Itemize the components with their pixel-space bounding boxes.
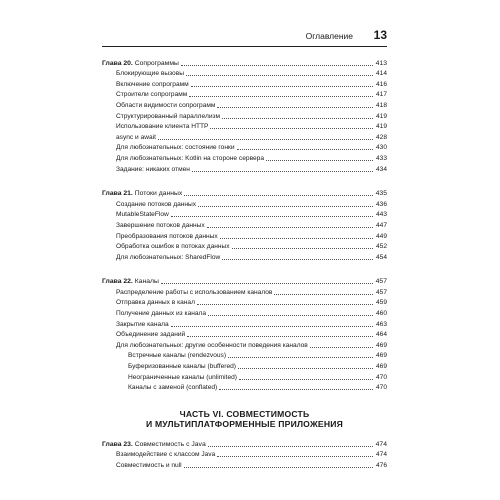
toc-entry-label: Обработка ошибок в потоках данных [116, 243, 230, 251]
toc-entry [102, 98, 387, 109]
part-heading-line: И МУЛЬТИПЛАТФОРМЕННЫЕ ПРИЛОЖЕНИЯ [145, 419, 344, 430]
dot-leader [191, 85, 373, 87]
toc-page-number: 436 [375, 200, 387, 208]
toc-page-number: 476 [375, 462, 387, 469]
toc-entry [102, 306, 387, 317]
toc-entry-label: Встречные каналы (rendezvous) [128, 352, 227, 360]
dot-leader [208, 445, 373, 447]
dot-leader [274, 293, 373, 295]
toc-entry [102, 338, 387, 349]
toc-entry [102, 370, 387, 381]
toc-entry [102, 328, 387, 339]
toc-entry [102, 359, 387, 370]
part-heading-line: ЧАСТЬ VI. СОВМЕСТИМОСТЬ [179, 409, 310, 420]
toc-page-number: 416 [375, 80, 387, 88]
chapter-title: Сопрограммы [134, 59, 179, 67]
toc-page-number: 469 [375, 352, 387, 360]
toc-entry-label: Завершение потоков данных [116, 221, 205, 229]
toc-entry-label: Закрытие канала [116, 320, 169, 328]
toc-page-number: 454 [375, 253, 387, 261]
toc-entry [102, 197, 387, 208]
dot-leader [187, 335, 373, 337]
toc-entry-label: Объединение заданий [116, 331, 186, 339]
toc-page-number: 470 [375, 384, 387, 392]
chapter-number: Глава 22. [102, 278, 133, 286]
dot-leader [228, 356, 373, 358]
toc-entry-label: Для любознательных: Kotlin на стороне сервера [116, 154, 264, 162]
toc-page-number: 419 [375, 112, 387, 120]
toc-entry-label: Создание потоков данных [116, 200, 197, 208]
toc-entry [102, 317, 387, 328]
dot-leader [220, 237, 373, 239]
dot-leader [210, 127, 373, 129]
toc-entry [102, 229, 387, 240]
dot-leader [217, 455, 373, 457]
toc-entry [102, 88, 387, 99]
toc-page-number: 474 [375, 451, 387, 459]
toc-chapter-group [102, 275, 387, 392]
toc-entry-label: Использование клиента HTTP [116, 123, 209, 131]
chapter-title: Потоки данных [134, 190, 183, 198]
dot-leader [222, 117, 373, 119]
dot-leader [232, 247, 373, 249]
toc-entry [102, 218, 387, 229]
toc-page-number: 428 [375, 133, 387, 141]
toc-entry-label: async и await [116, 133, 156, 141]
dot-leader [192, 170, 373, 172]
toc-page-number: 459 [375, 299, 387, 307]
toc-entry [102, 141, 387, 152]
toc-entry-label: Получение данных из канала [116, 310, 207, 318]
toc-entry [102, 448, 387, 459]
toc-entry [102, 208, 387, 219]
toc-entry [102, 67, 387, 78]
toc-chapter-group [102, 437, 387, 469]
toc-chapter-entry [102, 56, 387, 67]
dot-leader [266, 159, 373, 161]
toc-entry-label: Преобразования потоков данных [116, 232, 218, 240]
toc-entry-label: Строители сопрограмм [116, 91, 188, 99]
toc-entry-label: MutableStateFlow [116, 211, 169, 219]
toc-page-number: 435 [375, 190, 387, 198]
dot-leader [161, 282, 373, 284]
toc-entry [102, 381, 387, 392]
chapter-title: Совместимость с Java [134, 440, 206, 448]
toc-page-number: 464 [375, 331, 387, 339]
toc-chapter-group [102, 187, 387, 261]
page-number: 13 [373, 28, 387, 42]
toc-entry-label: Каналы с заменой (conflated) [128, 384, 218, 392]
toc-page-number: 430 [375, 144, 387, 152]
toc-entry [102, 120, 387, 131]
dot-leader [186, 74, 373, 76]
toc-entry-label: Включение сопрограмм [116, 80, 189, 88]
running-header [102, 30, 387, 47]
toc-entry [102, 151, 387, 162]
toc-page-number: 474 [375, 440, 387, 448]
dot-leader [184, 194, 373, 196]
toc-entry-label [102, 190, 182, 197]
toc-chapter-entry [102, 275, 387, 286]
dot-leader [222, 258, 373, 260]
toc-page-number: 452 [375, 243, 387, 251]
toc-page-number: 417 [375, 91, 387, 99]
toc-page-number: 418 [375, 101, 387, 109]
toc-page-number: 413 [375, 59, 387, 67]
toc-page-number: 470 [375, 373, 387, 381]
toc-chapter-entry [102, 187, 387, 198]
dot-leader [217, 106, 373, 108]
toc-entry-label: Совместимость и null [116, 462, 182, 469]
toc-page-number: 449 [375, 232, 387, 240]
dot-leader [184, 466, 373, 468]
toc-entry-label: Распределение работы с использованием каналов [116, 288, 273, 296]
toc-entry-label [102, 441, 206, 448]
toc-entry [102, 250, 387, 261]
toc-page-number: 433 [375, 154, 387, 162]
chapter-number: Глава 23. [102, 440, 133, 448]
toc-page-number: 414 [375, 70, 387, 78]
toc-entry-label: Для любознательных: состояние гонки [116, 144, 235, 152]
part-heading [102, 409, 387, 429]
chapter-title: Каналы [134, 278, 159, 286]
dot-leader [237, 148, 373, 150]
dot-leader [171, 215, 373, 217]
toc-chapter-entry [102, 437, 387, 448]
toc-entry [102, 285, 387, 296]
toc-chapter-group [102, 56, 387, 173]
toc-entry-label: Для любознательных: SharedFlow [116, 253, 221, 261]
toc-entry [102, 458, 387, 469]
toc-entry-label: Буферизованные каналы (buffered) [128, 363, 236, 371]
toc-page-number: 457 [375, 288, 387, 296]
dot-leader [310, 346, 373, 348]
chapter-number: Глава 20. [102, 59, 133, 67]
toc-entry [102, 130, 387, 141]
toc-entry-label: Структурированный параллелизм [116, 112, 221, 120]
toc-page-number: 469 [375, 341, 387, 349]
dot-leader [207, 226, 373, 228]
dot-leader [197, 303, 373, 305]
toc-entry-label [102, 278, 159, 285]
toc-entry [102, 162, 387, 173]
toc-page-number: 419 [375, 123, 387, 131]
toc-entry-label: Блокирующие вызовы [116, 70, 184, 78]
toc-page-number: 443 [375, 211, 387, 219]
toc-page-number: 434 [375, 165, 387, 173]
toc-page-number: 447 [375, 221, 387, 229]
toc-entry [102, 296, 387, 307]
toc-entry [102, 240, 387, 251]
running-header-title: Оглавление [305, 31, 353, 41]
toc-page-number: 469 [375, 363, 387, 371]
toc-entry-label [102, 60, 179, 67]
toc-entry-label: Для любознательных: другие особенности поведения каналов [116, 341, 308, 349]
toc-page-number: 457 [375, 278, 387, 286]
toc-entry-label: Неограниченные каналы (unlimited) [128, 373, 237, 381]
dot-leader [239, 378, 373, 380]
dot-leader [198, 205, 373, 207]
table-of-contents [102, 56, 387, 469]
dot-leader [158, 138, 373, 140]
dot-leader [238, 367, 373, 369]
dot-leader [171, 325, 373, 327]
toc-page-number: 460 [375, 310, 387, 318]
toc-entry-label: Взаимодействие с классом Java [116, 451, 216, 459]
toc-entry [102, 349, 387, 360]
dot-leader [181, 64, 373, 66]
toc-entry [102, 109, 387, 120]
toc-page-number: 463 [375, 320, 387, 328]
dot-leader [219, 388, 373, 390]
chapter-number: Глава 21. [102, 190, 133, 198]
toc-entry-label: Области видимости сопрограмм [116, 101, 216, 109]
toc-entry-label: Задание: никаких отмен [116, 165, 190, 173]
toc-entry-label: Отправка данных в канал [116, 299, 195, 307]
dot-leader [189, 95, 373, 97]
toc-entry [102, 77, 387, 88]
dot-leader [208, 314, 373, 316]
